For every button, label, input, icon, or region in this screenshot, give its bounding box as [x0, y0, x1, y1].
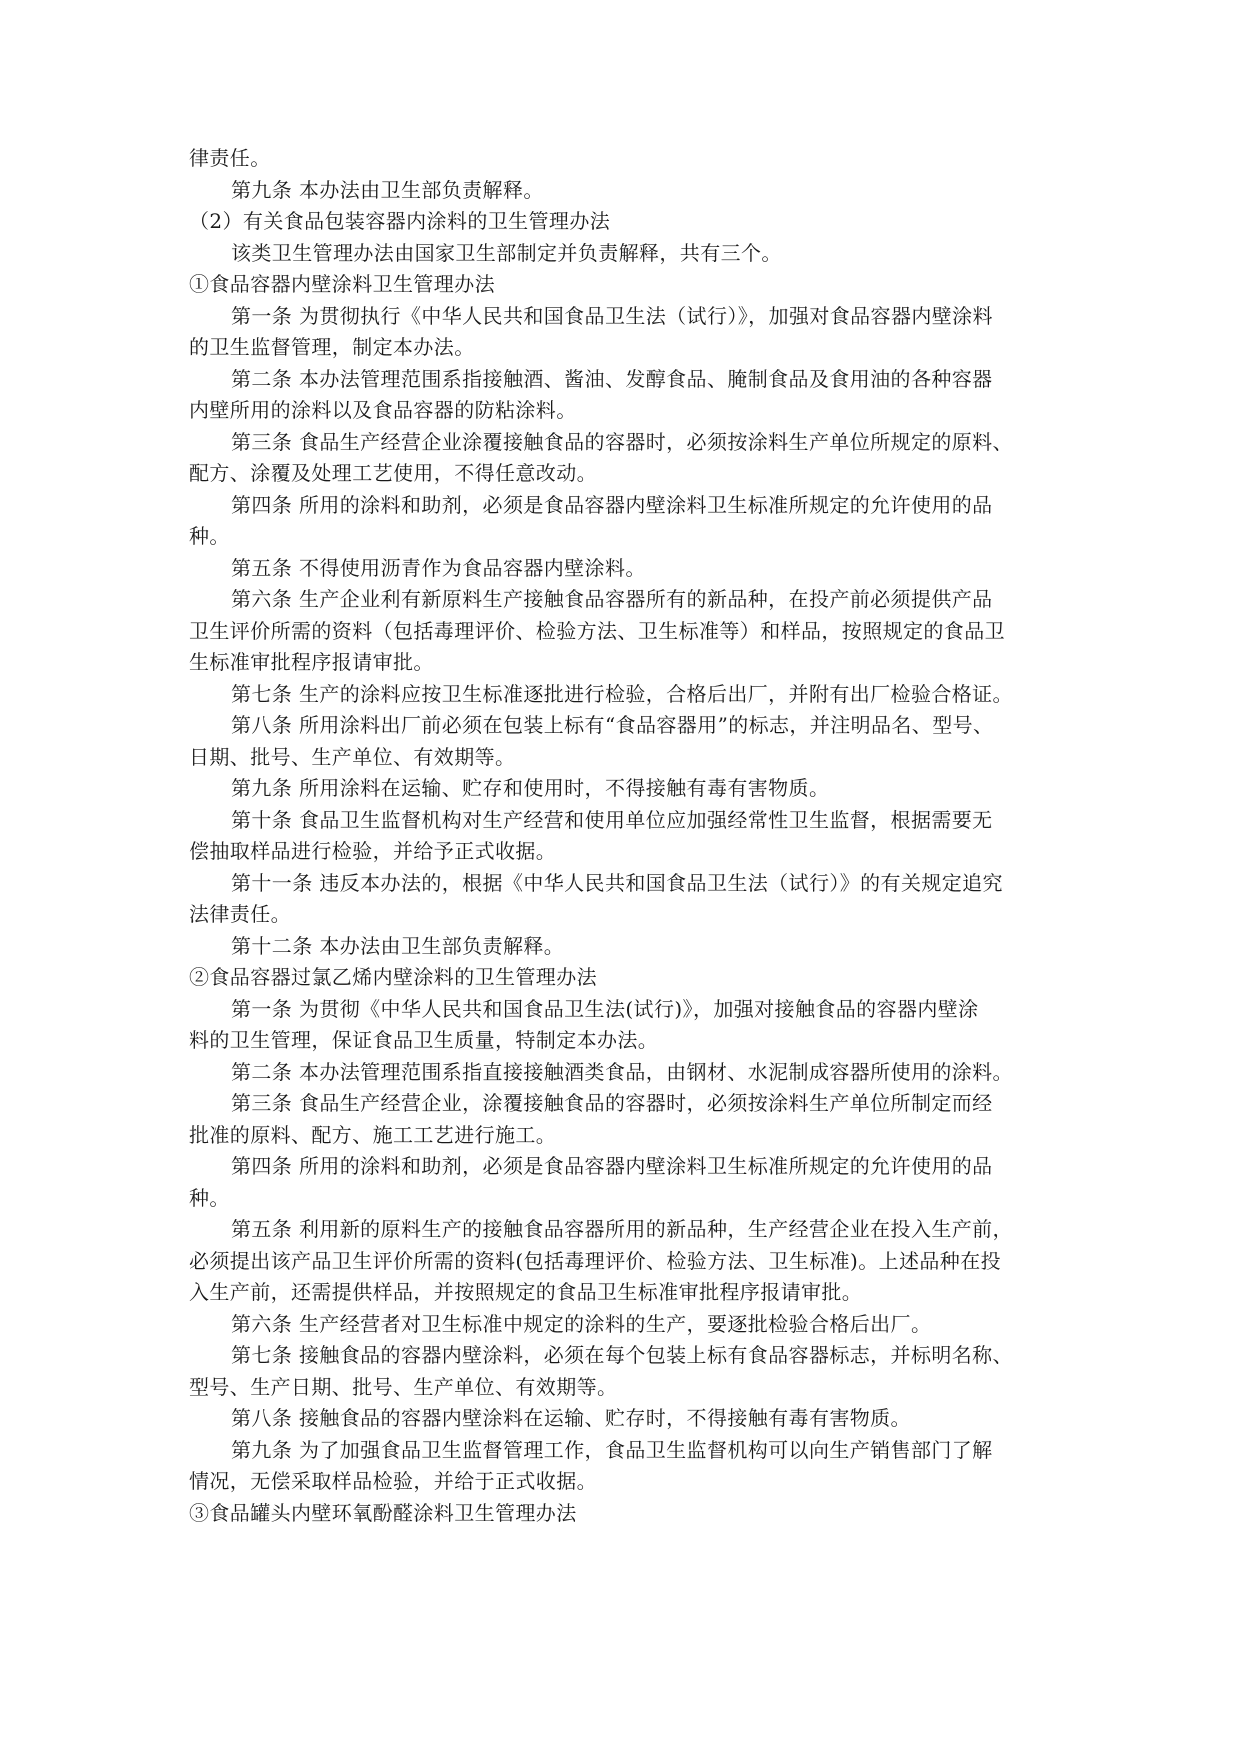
text-line: 第九条 为了加强食品卫生监督管理工作，食品卫生监督机构可以向生产销售部门了解	[231, 1438, 993, 1462]
text-line: 第四条 所用的涂料和助剂，必须是食品容器内壁涂料卫生标准所规定的允许使用的品	[231, 1154, 993, 1178]
text-line: 内壁所用的涂料以及食品容器的防粘涂料。	[189, 398, 577, 422]
text-line: 第二条 本办法管理范围系指直接接触酒类食品，由钢材、水泥制成容器所使用的涂料。	[231, 1060, 1013, 1084]
text-line: 种。	[189, 1186, 230, 1210]
text-line: 批准的原料、配方、施工工艺进行施工。	[189, 1123, 557, 1147]
text-line: 第二条 本办法管理范围系指接触酒、酱油、发醇食品、腌制食品及食用油的各种容器	[231, 367, 993, 391]
text-line: 第六条 生产经营者对卫生标准中规定的涂料的生产，要逐批检验合格后出厂。	[231, 1312, 932, 1336]
text-line: 卫生评价所需的资料（包括毒理评价、检验方法、卫生标准等）和样品，按照规定的食品卫	[189, 619, 1005, 643]
text-line: 第十二条 本办法由卫生部负责解释。	[231, 934, 565, 958]
text-line: 第十条 食品卫生监督机构对生产经营和使用单位应加强经常性卫生监督，根据需要无	[231, 808, 993, 832]
text-line: 型号、生产日期、批号、生产单位、有效期等。	[189, 1375, 618, 1399]
text-line: 律责任。	[189, 146, 271, 170]
text-line: 第一条 为贯彻《中华人民共和国食品卫生法(试行)》，加强对接触食品的容器内壁涂	[231, 997, 979, 1021]
text-line: 第十一条 违反本办法的，根据《中华人民共和国食品卫生法（试行）》的有关规定追究	[231, 871, 1003, 895]
text-line: 第八条 所用涂料出厂前必须在包装上标有“食品容器用”的标志，并注明品名、型号、	[231, 713, 994, 737]
text-line: 该类卫生管理办法由国家卫生部制定并负责解释，共有三个。	[231, 241, 782, 265]
text-line: 第一条 为贯彻执行《中华人民共和国食品卫生法（试行）》，加强对食品容器内壁涂料	[231, 304, 993, 328]
text-line: 第七条 接触食品的容器内壁涂料，必须在每个包装上标有食品容器标志，并标明名称、	[231, 1343, 1013, 1367]
text-line: ②食品容器过氯乙烯内壁涂料的卫生管理办法	[189, 965, 597, 989]
text-line: 第八条 接触食品的容器内壁涂料在运输、贮存时，不得接触有毒有害物质。	[231, 1406, 911, 1430]
text-line: 第四条 所用的涂料和助剂，必须是食品容器内壁涂料卫生标准所规定的允许使用的品	[231, 493, 993, 517]
text-line: 第五条 利用新的原料生产的接触食品容器所用的新品种，生产经营企业在投入生产前，	[231, 1217, 1013, 1241]
text-line: 第七条 生产的涂料应按卫生标准逐批进行检验，合格后出厂，并附有出厂检验合格证。	[231, 682, 1013, 706]
text-line: 第六条 生产企业利有新原料生产接触食品容器所有的新品种，在投产前必须提供产品	[231, 587, 993, 611]
text-line: ③食品罐头内壁环氧酚醛涂料卫生管理办法	[189, 1501, 577, 1525]
text-line: 日期、批号、生产单位、有效期等。	[189, 745, 516, 769]
text-line: 种。	[189, 524, 230, 548]
text-line: 第五条 不得使用沥青作为食品容器内壁涂料。	[231, 556, 646, 580]
text-line: 第三条 食品生产经营企业涂覆接触食品的容器时，必须按涂料生产单位所规定的原料、	[231, 430, 1013, 454]
text-line: ①食品容器内壁涂料卫生管理办法	[189, 272, 495, 296]
text-line: 必须提出该产品卫生评价所需的资料(包括毒理评价、检验方法、卫生标准)。上述品种在投	[189, 1249, 1002, 1273]
text-line: 入生产前，还需提供样品，并按照规定的食品卫生标准审批程序报请审批。	[189, 1280, 863, 1304]
text-line: 第九条 所用涂料在运输、贮存和使用时，不得接触有毒有害物质。	[231, 776, 830, 800]
text-line: 第三条 食品生产经营企业，涂覆接触食品的容器时，必须按涂料生产单位所制定而经	[231, 1091, 993, 1115]
text-line: 料的卫生管理，保证食品卫生质量，特制定本办法。	[189, 1028, 659, 1052]
text-line: 法律责任。	[189, 902, 291, 926]
text-line: 情况，无偿采取样品检验，并给于正式收据。	[189, 1469, 597, 1493]
text-line: 的卫生监督管理，制定本办法。	[189, 335, 475, 359]
text-line: 配方、涂覆及处理工艺使用，不得任意改动。	[189, 461, 597, 485]
text-line: 第九条 本办法由卫生部负责解释。	[231, 178, 544, 202]
text-line: 生标准审批程序报请审批。	[189, 650, 434, 674]
text-line: 偿抽取样品进行检验，并给予正式收据。	[189, 839, 557, 863]
text-line: （2）有关食品包装容器内涂料的卫生管理办法	[189, 209, 611, 233]
